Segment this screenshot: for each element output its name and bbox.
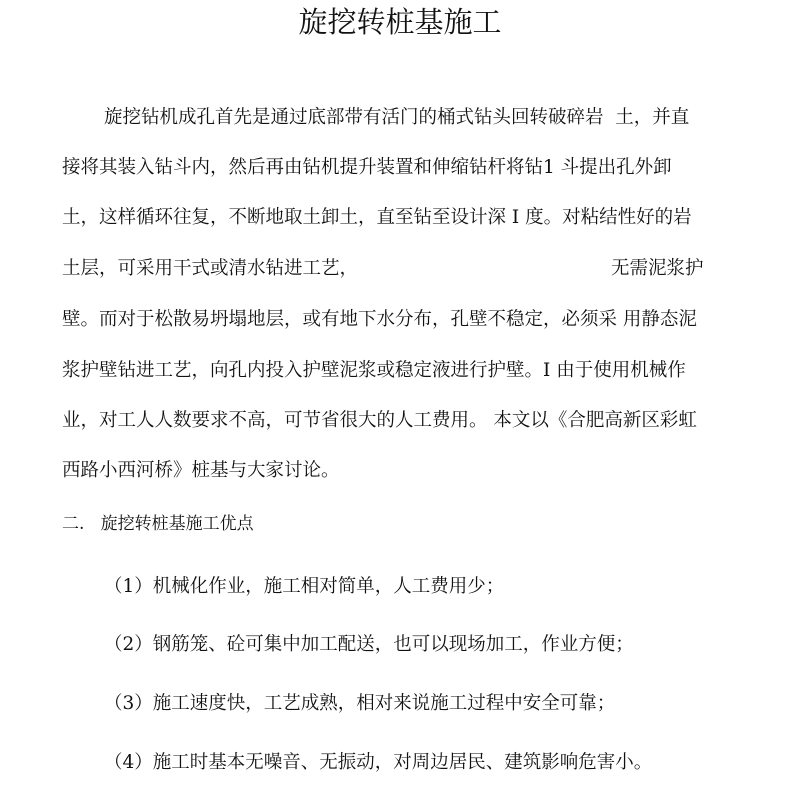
list-item: （2）钢筋笼、砼可集中加工配送，也可以现场加工，作业方便； bbox=[104, 634, 634, 655]
list-item: （4）施工时基本无噪音、无振动，对周边居民、建筑影响危害小。 bbox=[104, 752, 653, 773]
paragraph-line: 旋挖钻机成孔首先是通过底部带有活门的桶式钻头回转破碎岩 土，并直 bbox=[104, 107, 690, 128]
document-title: 旋挖转桩基施工 bbox=[298, 5, 502, 39]
paragraph-line: 壁。而对于松散易坍塌地层，或有地下水分布，孔壁不稳定，必须采 用静态泥 bbox=[62, 309, 697, 330]
paragraph-line-continuation: 无需泥浆护 bbox=[611, 258, 704, 279]
list-item: （3）施工速度快，工艺成熟，相对来说施工过程中安全可靠； bbox=[104, 693, 616, 714]
paragraph-line: 业，对工人人数要求不高，可节省很大的人工费用。 本文以《合肥高新区彩虹 bbox=[62, 410, 697, 431]
paragraph-line: 西路小西河桥》桩基与大家讨论。 bbox=[62, 460, 340, 481]
paragraph-line: 浆护壁钻进工艺，向孔内投入护壁泥浆或稳定液进行护壁。I 由于使用机械作 bbox=[62, 360, 686, 381]
paragraph-line: 接将其装入钻斗内，然后再由钻机提升装置和伸缩钻杆将钻1 斗提出孔外卸 bbox=[62, 157, 672, 178]
section-heading: 二. 旋挖转桩基施工优点 bbox=[62, 514, 254, 534]
list-item: （1）机械化作业，施工相对简单，人工费用少； bbox=[104, 576, 505, 597]
paragraph-line: 土层，可采用干式或清水钻进工艺， bbox=[62, 258, 359, 279]
paragraph-line: 土，这样循环往复，不断地取土卸土，直至钻至设计深 I 度。对粘结性好的岩 bbox=[62, 207, 692, 228]
